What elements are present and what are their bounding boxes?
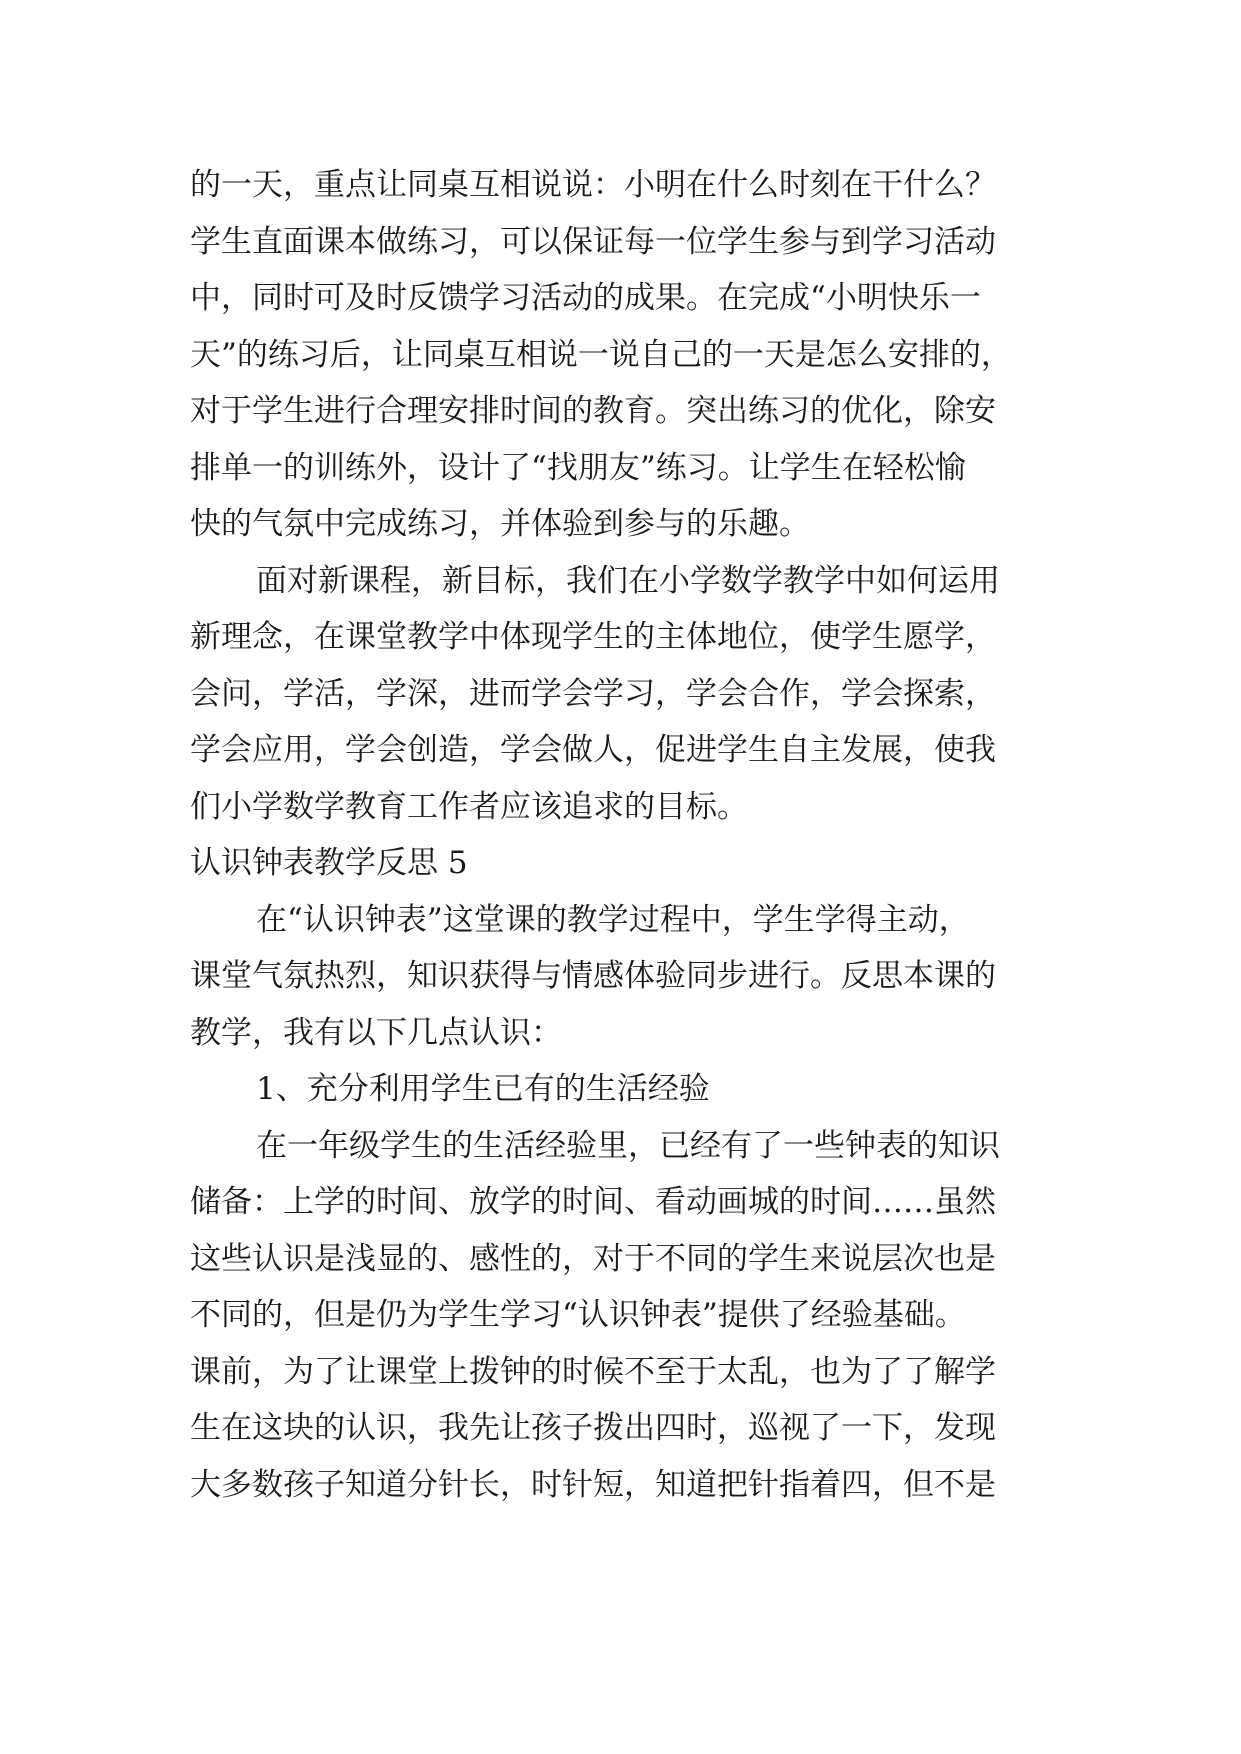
text-line: 教学，我有以下几点认识： [190, 1014, 562, 1051]
paragraph [190, 553, 1070, 836]
text-line: 不同的，但是仍为学生学习“认识钟表”提供了经验基础。 [190, 1297, 966, 1333]
text-line: 新理念，在课堂教学中体现学生的主体地位，使学生愿学， [190, 619, 996, 655]
section-heading [190, 835, 1070, 892]
text-line: 中，同时可及时反馈学习活动的成果。在完成“小明快乐一 [190, 280, 981, 316]
text-line: 们小学数学教育工作者应该追求的目标。 [190, 788, 748, 825]
paragraph [190, 157, 1070, 553]
text-line: 1、充分利用学生已有的生活经验 [256, 1071, 710, 1107]
text-line: 快的气氛中完成练习，并体验到参与的乐趣。 [190, 506, 810, 542]
text-line: 的一天，重点让同桌互相说说：小明在什么时刻在干什么？ [190, 167, 996, 203]
text-line: 大多数孩子知道分针长，时针短，知道把针指着四，但不是 [190, 1466, 996, 1503]
document-body [190, 157, 1070, 1513]
text-line: 课前，为了让课堂上拨钟的时候不至于太乱，也为了了解学 [190, 1353, 996, 1390]
heading-text: 认识钟表教学反思 5 [190, 845, 468, 881]
text-line: 学会应用，学会创造，学会做人，促进学生自主发展，使我 [190, 732, 996, 768]
paragraph [190, 1061, 1070, 1118]
text-line: 课堂气氛热烈，知识获得与情感体验同步进行。反思本课的 [190, 958, 996, 994]
text-line: 在“认识钟表”这堂课的教学过程中，学生学得主动， [256, 901, 970, 938]
text-line: 天”的练习后，让同桌互相说一说自己的一天是怎么安排的， [190, 336, 1012, 373]
text-line: 面对新课程，新目标，我们在小学数学教学中如何运用 [256, 562, 1000, 599]
text-line: 这些认识是浅显的、感性的，对于不同的学生来说层次也是 [190, 1240, 996, 1277]
paragraph [190, 1118, 1070, 1514]
text-line: 会问，学活，学深，进而学会学习，学会合作，学会探索， [190, 675, 996, 712]
text-line: 学生直面课本做练习，可以保证每一位学生参与到学习活动 [190, 223, 996, 260]
text-line: 在一年级学生的生活经验里，已经有了一些钟表的知识 [256, 1127, 1000, 1164]
text-line: 生在这块的认识，我先让孩子拨出四时，巡视了一下，发现 [190, 1410, 996, 1446]
paragraph [190, 892, 1070, 1062]
text-line: 对于学生进行合理安排时间的教育。突出练习的优化，除安 [190, 393, 996, 429]
text-line: 储备：上学的时间、放学的时间、看动画城的时间……虽然 [190, 1184, 996, 1220]
text-line: 排单一的训练外，设计了“找朋友”练习。让学生在轻松愉 [190, 449, 966, 486]
